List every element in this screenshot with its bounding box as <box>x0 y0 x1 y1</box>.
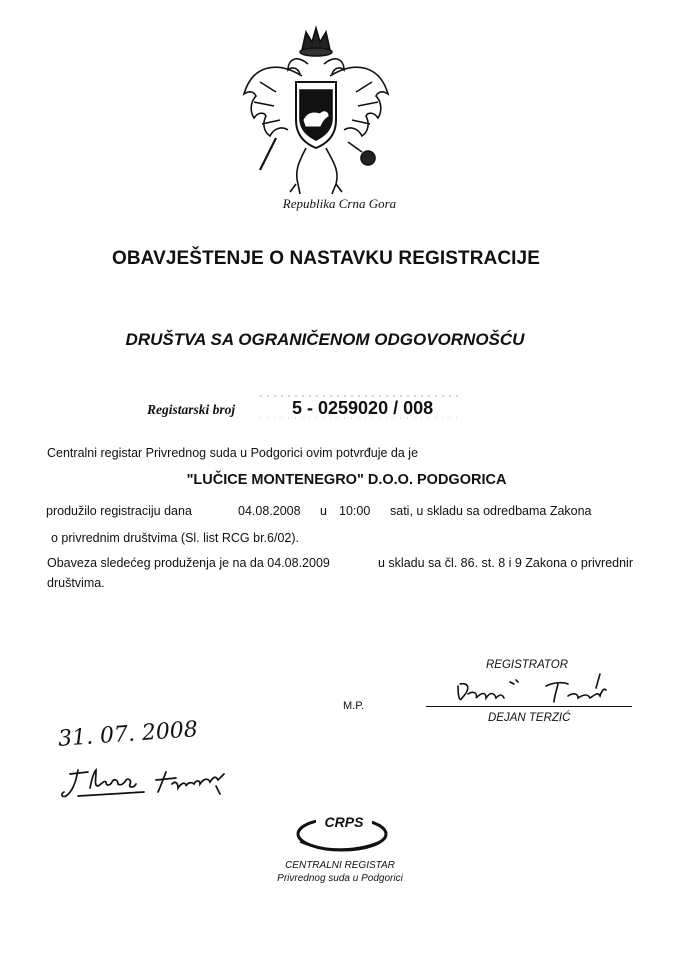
registrator-signature-icon <box>450 668 650 708</box>
registration-time: 10:00 <box>339 504 371 518</box>
crps-logo-text: CRPS <box>324 814 364 830</box>
stamp-line-2: Privrednog suda u Podgorici <box>277 873 403 884</box>
handwritten-signature-icon <box>48 712 268 812</box>
stamp-line-1: CENTRALNI REGISTAR <box>285 860 395 871</box>
registration-date: 04.08.2008 <box>238 504 301 518</box>
crps-logo-icon <box>292 808 392 856</box>
handwritten-date: 31. 07. 2008 <box>57 717 199 752</box>
company-name: "LUČICE MONTENEGRO" D.O.O. PODGORICA <box>186 472 507 488</box>
registrar-name: DEJAN TERZIĆ <box>488 712 571 724</box>
registration-number-label: Registarski broj <box>147 402 236 417</box>
body-line-4: o privrednim društvima (Sl. list RCG br.6/02). <box>51 531 299 545</box>
seal-place-label: M.P. <box>343 700 365 712</box>
country-name: Republika Crna Gora <box>282 196 397 211</box>
document-subtitle: DRUŠTVA SA OGRANIČENOM ODGOVORNOŠĆU <box>125 330 525 349</box>
registrator-label: REGISTRATOR <box>486 659 568 671</box>
signature-line <box>426 706 632 707</box>
registration-number: 5 - 0259020 / 008 <box>292 398 434 418</box>
body-line-3-prefix: produžilo registraciju dana <box>46 504 192 518</box>
coat-of-arms-icon <box>236 20 396 196</box>
body-line-6: društvima. <box>47 576 105 590</box>
body-line-3-suffix: sati, u skladu sa odredbama Zakona <box>390 504 592 518</box>
body-line-5-prefix: Obaveza sledećeg produženja je na da 04.08.2009 <box>47 556 330 570</box>
body-line-5-suffix: u skladu sa čl. 86. st. 8 i 9 Zakona o privrednir <box>378 556 633 570</box>
document-title: OBAVJEŠTENJE O NASTAVKU REGISTRACIJE <box>111 248 540 269</box>
body-line-1: Centralni registar Privrednog suda u Podgorici ovim potvrđuje da je <box>47 446 419 460</box>
body-line-3-u: u <box>320 504 327 518</box>
